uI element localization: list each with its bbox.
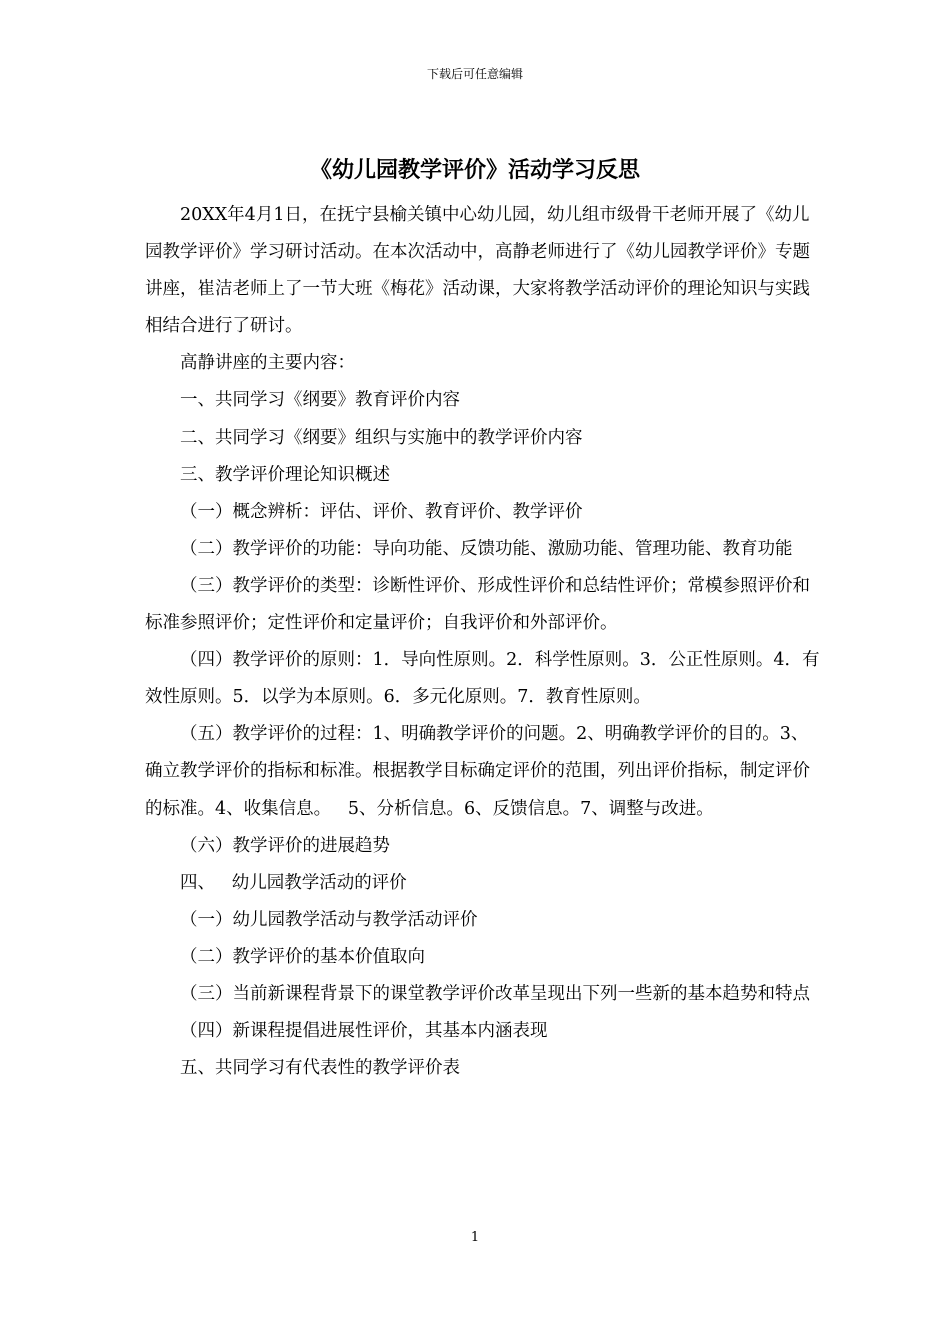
outline-subitem-3-5: （五）教学评价的过程：1、明确教学评价的问题。2、明确教学评价的目的。3、确立教学评价的指标和标准。根据教学目标确定评价的范围，列出评价指标，制定评价的标准。4、收集信息。 5、分析信息。6、反馈信息。7、调整与改进。 — [145, 724, 810, 819]
outline-item-4: 四、 幼儿园教学活动的评价 — [180, 872, 407, 893]
outline-subitem-3-2: （二）教学评价的功能：导向功能、反馈功能、激励功能、管理功能、教育功能 — [180, 538, 793, 559]
intro-paragraph: 20XX年4月1日，在抚宁县榆关镇中心幼儿园，幼儿组市级骨干老师开展了《幼儿园教学评价》学习研讨活动。在本次活动中，高静老师进行了《幼儿园教学评价》专题讲座，崔洁老师上了一节大班《梅花》活动课，大家将教学活动评价的理论知识与实践相结合进行了研讨。 — [145, 205, 810, 337]
outline-subitem-3-4: （四）教学评价的原则：1．导向性原则。2．科学性原则。3．公正性原则。4．有效性原则。5．以学为本原则。6．多元化原则。7．教育性原则。 — [145, 650, 820, 708]
lecture-contents-heading: 高静讲座的主要内容： — [180, 353, 355, 374]
page-number: 1 — [470, 1230, 480, 1245]
outline-item-5: 五、共同学习有代表性的教学评价表 — [180, 1058, 460, 1079]
outline-item-1: 一、共同学习《纲要》教育评价内容 — [180, 390, 460, 411]
outline-item-2: 二、共同学习《纲要》组织与实施中的教学评价内容 — [180, 427, 583, 448]
outline-subitem-4-2: （二）教学评价的基本价值取向 — [180, 946, 425, 967]
document-title: 《幼儿园教学评价》活动学习反思 — [309, 157, 640, 183]
outline-subitem-4-3: （三）当前新课程背景下的课堂教学评价改革呈现出下列一些新的基本趋势和特点 — [180, 983, 810, 1004]
outline-item-3: 三、教学评价理论知识概述 — [180, 464, 390, 485]
page-header: 下载后可任意编辑 — [426, 67, 523, 81]
outline-subitem-3-6: （六）教学评价的进展趋势 — [180, 835, 390, 856]
outline-subitem-3-3: （三）教学评价的类型：诊断性评价、形成性评价和总结性评价；常模参照评价和标准参照评价；定性评价和定量评价；自我评价和外部评价。 — [145, 575, 810, 634]
outline-subitem-4-1: （一）幼儿园教学活动与教学活动评价 — [180, 909, 478, 930]
outline-subitem-3-1: （一）概念辨析：评估、评价、教育评价、教学评价 — [180, 501, 583, 522]
outline-subitem-4-4: （四）新课程提倡进展性评价，其基本内涵表现 — [180, 1021, 548, 1042]
document-body — [145, 197, 820, 1087]
